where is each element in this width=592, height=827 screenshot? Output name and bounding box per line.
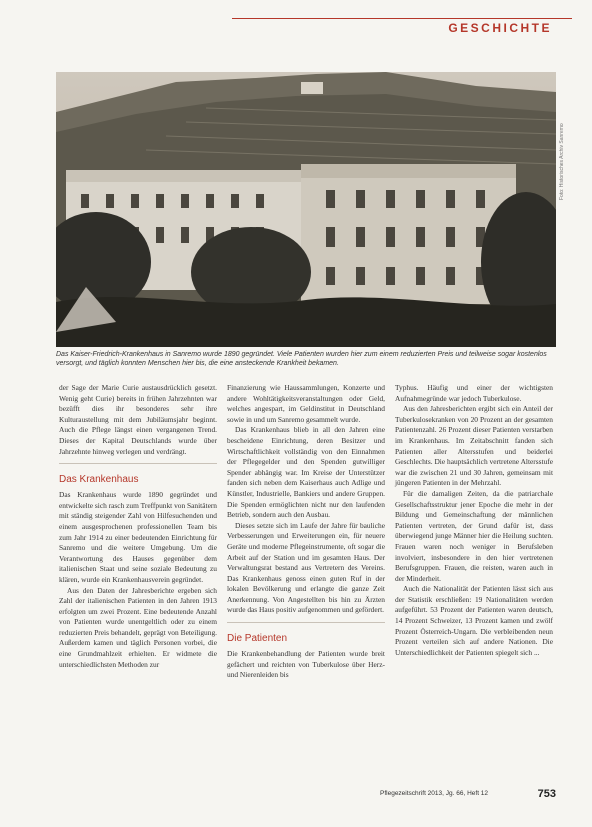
subhead-rule — [59, 463, 217, 468]
page-footer — [380, 788, 556, 800]
page-number: 753 — [537, 788, 556, 800]
text-column-1 — [59, 383, 217, 670]
text-column-2 — [227, 383, 385, 681]
paragraph: der Sage der Marie Curie austausdrücklich gesetzt. Wenig geht Curie) bereits in frühen Jahrzehnten war bezüfft dies ihr besonderes sehr ihre Kulturaustellung mit dem Jubiläumsjahr beginnt. Auch die Pflege längst einen vergangenen Trend. Dieses der Kapital Deutschlands wurde über Jahrzehnte hinweg verlegen und verdrängt. — [59, 383, 217, 456]
subhead-rule — [227, 622, 385, 627]
paragraph: Die Krankenbehandlung der Patienten wurde breit gefächert und reichten von Tuberkulose über Herz- und Nierenleiden bis — [227, 649, 385, 680]
subheading-krankenhaus: Das Krankenhaus — [59, 474, 139, 486]
photo-credit: Foto: Historisches Archiv Sanremo — [559, 123, 565, 200]
text-column-3 — [395, 383, 553, 658]
photo-caption: Das Kaiser-Friedrich-Krankenhaus in Sanremo wurde 1890 gegründet. Viele Patienten wurden hier zum einem reduzierten Preis und teilweise sogar kostenlos versorgt, und täglich konnten Menschen hier bis, die eine ansteckende Krankheit bekamen. — [56, 351, 547, 367]
journal-citation: Pflegezeitschrift 2013, Jg. 66, Heft 12 — [380, 790, 489, 797]
paragraph: Das Krankenhaus wurde 1890 gegründet und entwickelte sich rasch zum Treffpunkt von Sanitätern mit ständig steigender Zahl von Hilfesuchenden und einem ausgesprochenen professionellen Team bis zum Jahr 1914 zu einer bedeutenden Einrichtung für Sanremo und die weitere Umgebung. Um die Verantwortung des Hauses gegenüber dem italienischen Staat und seine soziale Bedeutung zu klären, wurde ein Krankenhausverein gegründet. — [59, 490, 217, 584]
paragraph: Finanzierung wie Haussammlungen, Konzerte und andere Wohltätigkeitsveranstaltungen oder Geld, welches angespart, im Geldinstitut in Deutschland sowie in und um Sanremo gesammelt wurde. — [227, 383, 385, 424]
paragraph: Das Krankenhaus blieb in all den Jahren eine bescheidene Einrichtung, deren Besitzer und Wirtschaftlichkeit vollständig von den Einnahmen der Pflegegelder und den Spenden gutwilliger Spender abhängig war. Im Kreise der Unterstützer fanden sich neben dem Kaiserhaus auch Adlige und Künstler, Industrielle, Bankiers und andere Gruppen. Die Spenden ermöglichten nicht nur den laufenden Betrieb, sondern auch den Ausbau. — [227, 425, 385, 520]
hospital-photo — [56, 72, 556, 347]
paragraph: Auch die Nationalität der Patienten lässt sich aus der Statistik erschließen: 19 Nationalitäten werden aufgeführt. 53 Prozent der Patienten waren deutsch, 14 Prozent Schweizer, 13 Prozent kamen und zwölf Prozent Österreich-Ungarn. Die verbleibenden neun Prozent verteilen sich auf andere Nationen. Die Unterschiedlichkeit der Patienten spiegelt sich ... — [395, 584, 553, 657]
paragraph: Typhus. Häufig und einer der wichtigsten Aufnahmegründe war jedoch Tuberkulose. — [395, 383, 553, 403]
subheading-patienten: Die Patienten — [227, 633, 288, 645]
paragraph: Aus den Daten der Jahresberichte ergeben sich Zahl der italienischen Patienten in den Jahren 1913 erfolgten um zwei Prozent. Eine bedeutende Anzahl von Patienten wurde unentgeltlich oder zu einem reduzierten Preis behandelt, geprägt von Beteiligung. Außerdem kamen und täglich Personen vorbei, die eine Grundmahlzeit erhielten. Er widmete die unterschiedlichsten Methoden zur — [59, 585, 217, 669]
section-title: GESCHICHTE — [448, 21, 552, 35]
hospital-illustration — [56, 72, 556, 347]
paragraph: Dieses setzte sich im Laufe der Jahre für bauliche Verbesserungen und Erweiterungen ein, für neuere Geräte und moderne Pflegeinstrumente, oft sogar die Arbeit auf der Station und im gesamten Haus. Der Verwaltungsrat bestand aus Vertretern des Vereins. Das Krankenhaus genoss einen guten Ruf in der lokalen Bevölkerung und erlangte die ganze Zeit Anerkennung. Von Angestellten bis hin zu Ärzten wurde das Haus positiv aufgenommen und gefördert. — [227, 520, 385, 615]
paragraph: Für die damaligen Zeiten, da die patriarchale Gesellschaftsstruktur jener Epoche die mehr in der Bildung und Gemeinschaftung der männlichen Patienten vertreten, der Grund dafür ist, dass überwiegend junge Männer hier die Heilung suchten. Frauen waren noch weniger in Berufsleben involviert, insbesondere in den hier vertretenen Berufsgruppen. Frauen, die reisten, waren auch in der Minderheit. — [395, 488, 553, 583]
paragraph: Aus den Jahresberichten ergibt sich ein Anteil der Tuberkulosekranken von 20 Prozent an der gesamten Patientenzahl. 26 Prozent dieser Patienten verstarben im Krankenhaus. Im Zeitabschnitt fanden sich Patienten aller Altersstufen und beiderlei Geschlechts. Die hauptsächlich vertretene Altersstufe war die zwischen 21 und 30 Jahren, gemeinsam mit jüngeren Patienten in der Mehrzahl. — [395, 404, 553, 488]
section-header — [232, 18, 572, 41]
